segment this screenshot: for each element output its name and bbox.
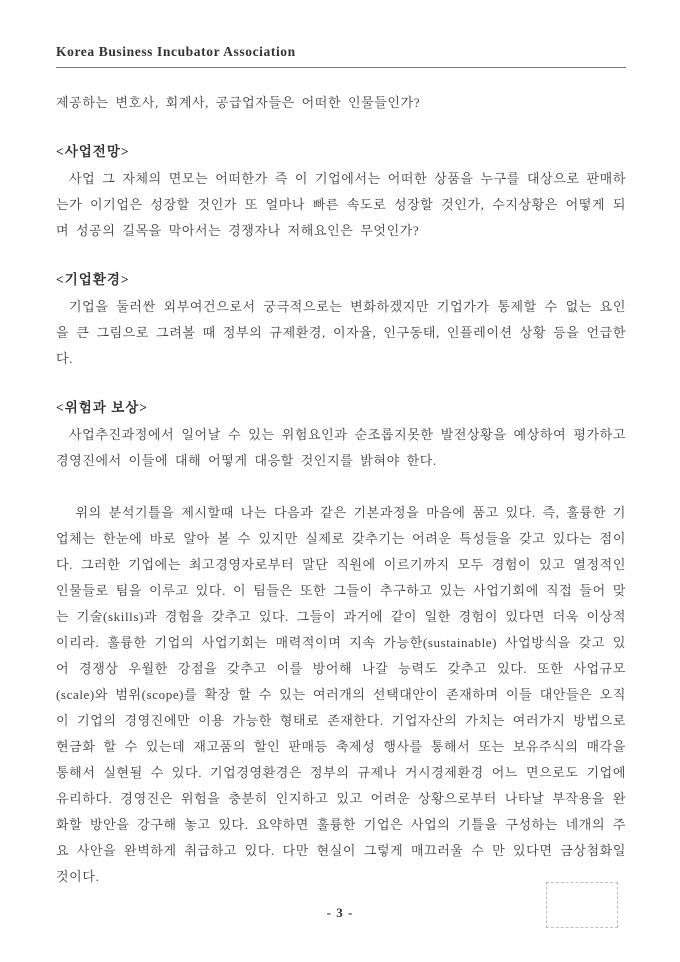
header-rule <box>56 67 626 68</box>
closing-paragraph: 위의 분석기틀을 제시할때 나는 다음과 같은 기본과정을 마음에 품고 있다. 즉, 훌륭한 기업체는 한눈에 바로 알아 볼 수 있지만 실제로 갖추기는 어려운 특성들을 갖고 있다는 점이다. 그러한 기업에는 최고경영자로부터 말단 직원에 이르기까지 모두 경험이 있고 열정적인 인물들로 팀을 이루고 있다. 이 팀들은 또한 그들이 추구하고 있는 사업기회에 직접 들어 맞는 기술(skills)과 경험을 갖추고 있다. 그들이 과거에 같이 일한 경험이 있다면 더욱 이상적이리라. 훌륭한 기업의 사업기회는 매력적이며 지속 가능한(sustainable) 사업방식을 갖고 있어 경쟁상 우월한 강점을 갖추고 이를 방어해 나갈 능력도 갖추고 있다. 또한 사업규모(scale)와 범위(scope)를 확장 할 수 있는 여러개의 선택대안이 존재하며 이들 대안들은 오직 이 기업의 경영진에만 이용 가능한 형태로 존재한다. 기업자산의 가치는 여러가지 방법으로 현금화 할 수 있는데 재고품의 할인 판매등 축제성 행사를 통해서 또는 보유주식의 매각을 통해서 실현될 수 있다. 기업경영환경은 정부의 규제나 거시경제환경 어느 면으로도 기업에 유리하다. 경영진은 위험을 충분히 인지하고 있고 어려운 상황으로부터 나타날 부작용을 완화할 방안을 강구해 놓고 있다. 요약하면 훌륭한 기업은 사업의 기틀을 구성하는 네개의 주요 사안을 완벽하게 취급하고 있다. 다만 현실이 그렇게 매끄러울 수 만 있다면 금상첨화일 것이다. <box>56 505 626 884</box>
intro-paragraph: 제공하는 변호사, 회계사, 공급업자들은 어떠한 인물들인가? <box>56 95 421 110</box>
section-heading: <사업전망> <box>56 144 130 159</box>
section-business-outlook <box>56 140 626 244</box>
section-heading: <기업환경> <box>56 272 130 287</box>
stamp-placeholder-box <box>546 882 618 928</box>
section-body: 사업추진과정에서 일어날 수 있는 위험요인과 순조롭지못한 발전상황을 예상하여 평가하고 경영진에서 이들에 대해 어떻게 대응할 것인지를 밝혀야 한다. <box>56 427 626 468</box>
section-body: 사업 그 자체의 면모는 어떠한가 즉 이 기업에서는 어떠한 상품을 누구를 대상으로 판매하는가 이기업은 성장할 것인가 또 얼마나 빠른 속도로 성장할 것인가, 수지상황은 어떻게 되며 성공의 길목을 막아서는 경쟁자나 저해요인은 무엇인가? <box>56 171 626 238</box>
section-body: 기업을 둘러싼 외부여건으로서 궁극적으로는 변화하겠지만 기업가가 통제할 수 없는 요인을 큰 그림으로 그려볼 때 정부의 규제환경, 이자율, 인구동태, 인플레이션 상황 등을 언급한다. <box>56 299 626 366</box>
page-number: - 3 - <box>326 905 354 920</box>
section-business-environment <box>56 268 626 372</box>
document-header-title: Korea Business Incubator Association <box>56 44 296 59</box>
section-heading: <위험과 보상> <box>56 400 148 415</box>
section-risk-and-reward <box>56 396 626 474</box>
